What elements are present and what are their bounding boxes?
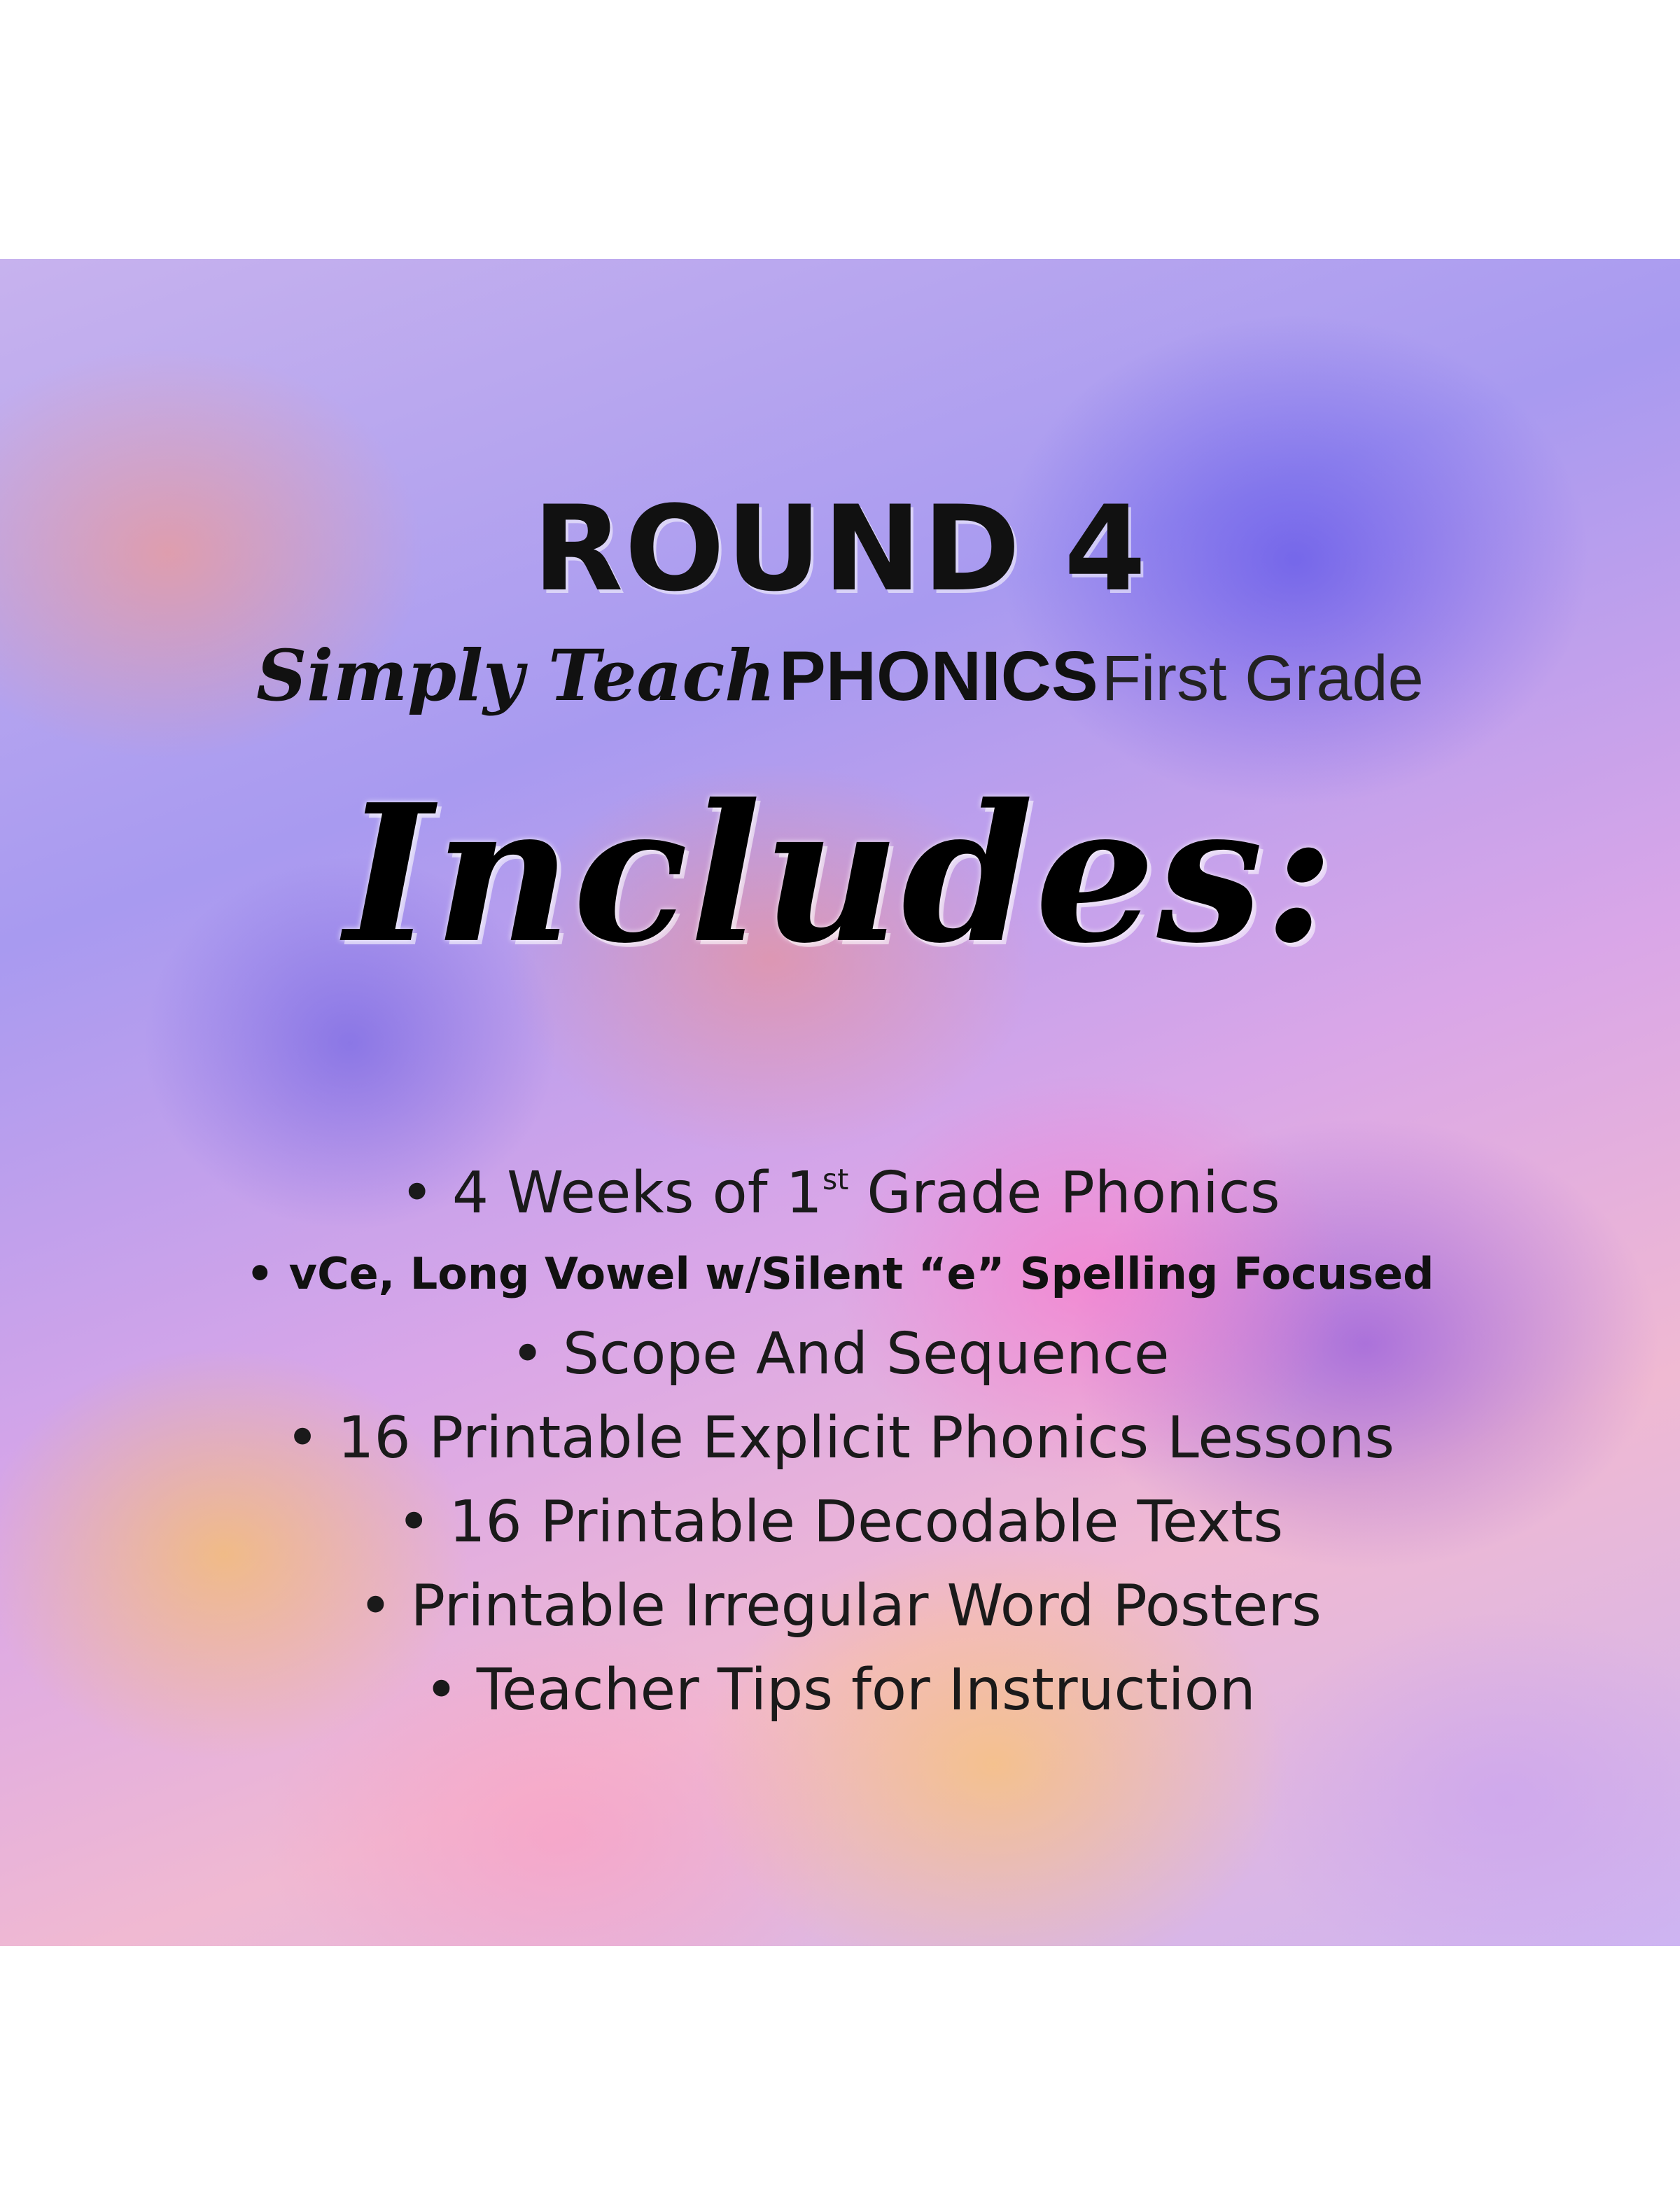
brand-script: Simply Teach — [256, 634, 776, 717]
grade-label: First Grade — [1101, 643, 1424, 714]
list-item-focus: • vCe, Long Vowel w/Silent “e” Spelling Focused — [246, 1247, 1434, 1299]
list-item-posters: • Printable Irregular Word Posters — [358, 1572, 1322, 1639]
list-item-lessons: • 16 Printable Explicit Phonics Lessons — [285, 1404, 1395, 1471]
list-item-weeks — [0, 1138, 1680, 1236]
subtitle — [0, 634, 1680, 717]
watercolor-panel — [0, 259, 1680, 1946]
includes-list — [0, 1138, 1680, 1732]
brand-phonics: PHONICS — [779, 637, 1098, 715]
ordinal-suffix: st — [822, 1163, 849, 1196]
weeks-text: • 4 Weeks of 1 — [400, 1159, 822, 1226]
page-title: ROUND 4 — [532, 480, 1148, 617]
list-item-scope: • Scope And Sequence — [510, 1320, 1170, 1387]
list-item-texts: • 16 Printable Decodable Texts — [396, 1488, 1284, 1555]
includes-heading: Includes: — [344, 762, 1336, 985]
list-item-tips: • Teacher Tips for Instruction — [424, 1656, 1256, 1723]
weeks-text-end: Grade Phonics — [848, 1159, 1280, 1226]
